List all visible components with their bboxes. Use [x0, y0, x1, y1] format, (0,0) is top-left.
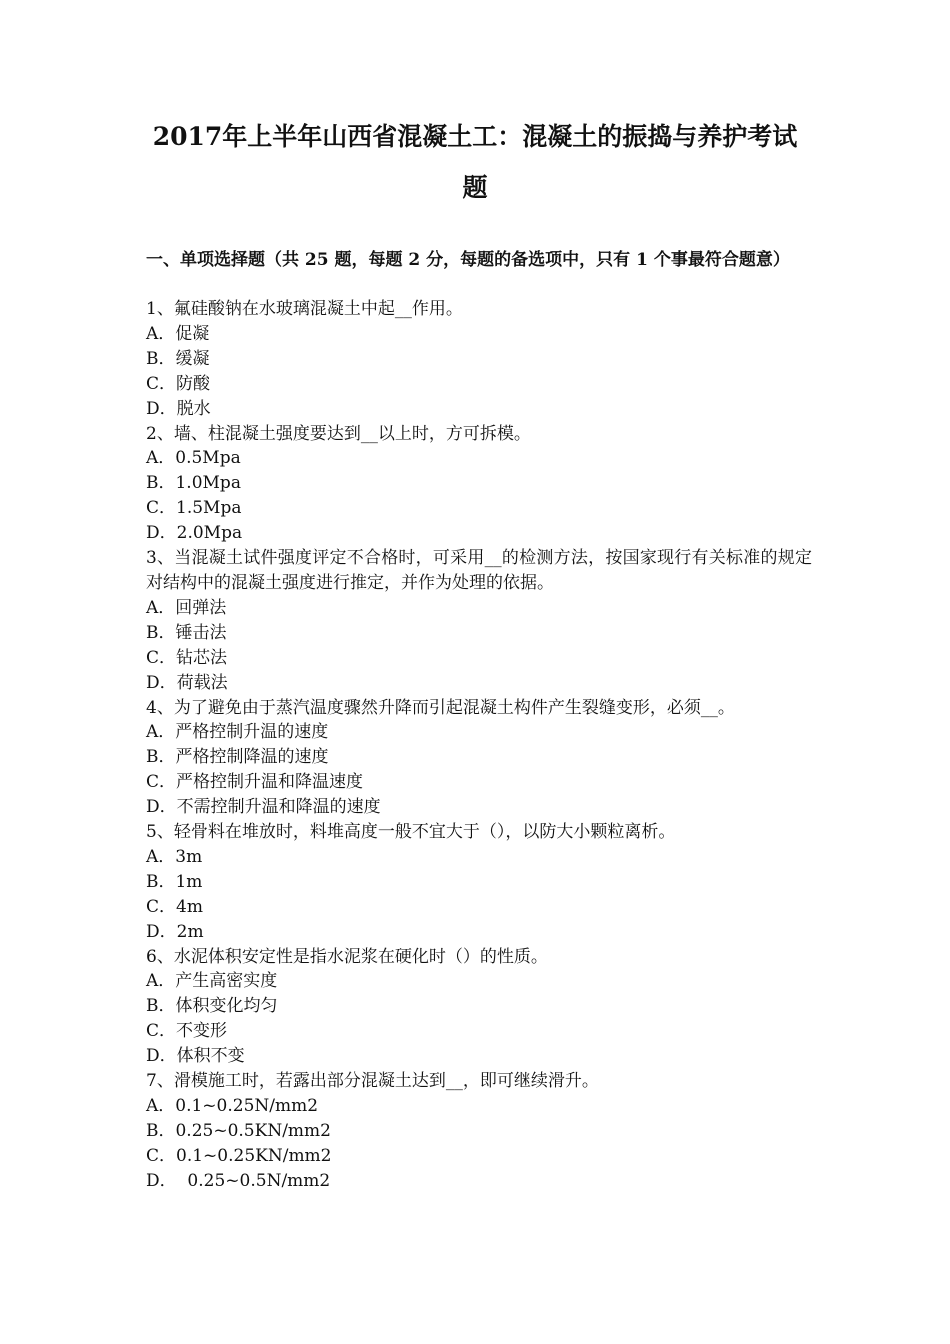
question-text: 5、轻骨料在堆放时，料堆高度一般不宜大于（），以防大小颗粒离析。 — [146, 822, 676, 843]
question-text: 6、水泥体积安定性是指水泥浆在硬化时（）的性质。 — [146, 946, 548, 967]
question-4 — [146, 696, 812, 821]
option-a: A．严格控制升温的速度 — [146, 722, 329, 743]
document-title: 2017年上半年山西省混凝土工：混凝土的振捣与养护考试 — [152, 122, 798, 151]
option-b: B．严格控制降温的速度 — [146, 747, 329, 768]
option-d: D．不需控制升温和降温的速度 — [146, 797, 381, 818]
question-2 — [146, 422, 812, 547]
question-list — [146, 297, 812, 1194]
option-b: B．0.25~0.5KN/mm2 — [146, 1120, 331, 1141]
option-a: A．0.5Mpa — [146, 448, 241, 469]
question-1 — [146, 297, 812, 422]
section-heading: 一、单项选择题（共 25 题，每题 2 分，每题的备选项中，只有 1 个事最符合题意） — [146, 250, 790, 270]
option-c: C．严格控制升温和降温速度 — [146, 772, 364, 793]
option-d: D．荷载法 — [146, 672, 228, 693]
document-title-continued: 题 — [462, 173, 488, 202]
option-d: D．2m — [146, 921, 204, 942]
option-b: B．1m — [146, 871, 203, 892]
option-b: B．1.0Mpa — [146, 473, 241, 494]
option-c: C．1.5Mpa — [146, 498, 242, 519]
option-d: D．2.0Mpa — [146, 523, 243, 544]
question-7 — [146, 1069, 812, 1194]
option-b: B．锤击法 — [146, 622, 227, 643]
option-c: C．4m — [146, 896, 203, 917]
question-3 — [146, 546, 812, 695]
option-a: A．产生高密实度 — [146, 971, 278, 992]
question-text: 7、滑模施工时，若露出部分混凝土达到__，即可继续滑升。 — [146, 1071, 599, 1092]
question-text: 2、墙、柱混凝土强度要达到__以上时，方可拆模。 — [146, 423, 531, 444]
option-c: C．不变形 — [146, 1021, 228, 1042]
option-b: B．缓凝 — [146, 348, 210, 369]
option-a: A．促凝 — [146, 323, 210, 344]
option-c: C．0.1~0.25KN/mm2 — [146, 1145, 332, 1166]
question-text: 3、当混凝土试件强度评定不合格时，可采用__的检测方法，按国家现行有关标准的规定对结构中的混凝土强度进行推定，并作为处理的依据。 — [146, 548, 812, 593]
option-a: A．回弹法 — [146, 597, 227, 618]
option-b: B．体积变化均匀 — [146, 996, 278, 1017]
option-d: D．体积不变 — [146, 1046, 245, 1067]
option-a: A．3m — [146, 846, 203, 867]
option-c: C．防酸 — [146, 373, 211, 394]
option-d: D．脱水 — [146, 398, 211, 419]
option-d: D． 0.25~0.5N/mm2 — [146, 1170, 331, 1191]
question-6 — [146, 945, 812, 1070]
option-a: A．0.1~0.25N/mm2 — [146, 1096, 319, 1116]
option-c: C．钻芯法 — [146, 647, 228, 668]
question-5 — [146, 820, 812, 945]
question-text: 4、为了避免由于蒸汽温度骤然升降而引起混凝土构件产生裂缝变形，必须__。 — [146, 697, 735, 718]
question-text: 1、氟硅酸钠在水玻璃混凝土中起__作用。 — [146, 299, 463, 319]
